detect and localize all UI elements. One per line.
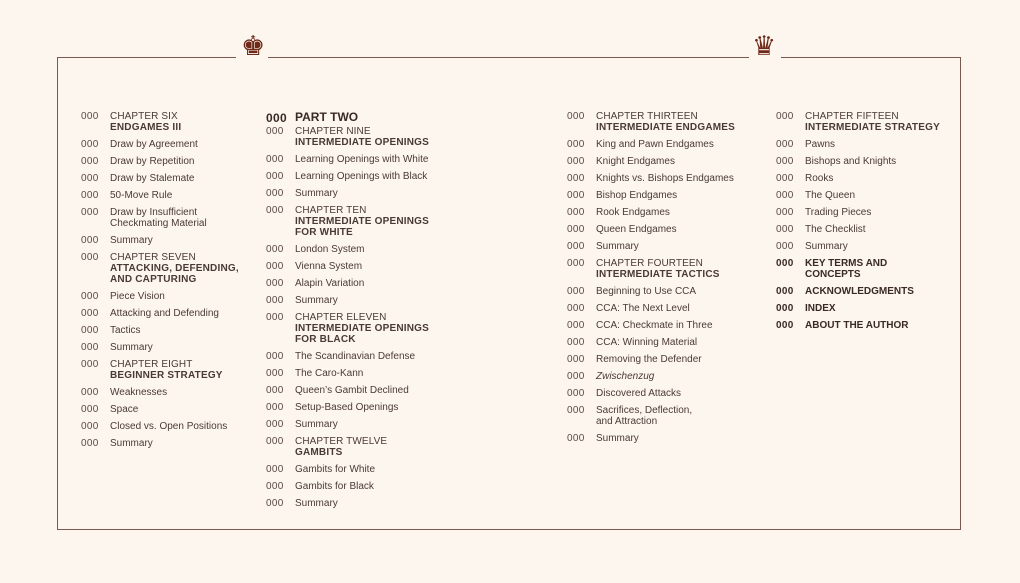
toc-entry	[81, 139, 261, 156]
toc-entry	[266, 154, 486, 171]
part-title: PART TWO	[295, 110, 359, 124]
entry-title: Pawns	[805, 139, 836, 150]
page-number: 000	[776, 173, 794, 184]
toc-entry	[266, 278, 486, 295]
entry-title: Zwischenzug	[596, 371, 655, 382]
entry-title: Alapin Variation	[295, 278, 365, 289]
entry-title: CCA: The Next Level	[596, 303, 690, 314]
page-number: 000	[567, 286, 585, 297]
entry-title: Discovered Attacks	[596, 388, 682, 399]
toc-entry	[567, 286, 767, 303]
page-number: 000	[266, 126, 284, 137]
entry-title: Knights vs. Bishops Endgames	[596, 173, 734, 184]
page-number: 000	[81, 235, 99, 246]
entry-title: The Caro-Kann	[295, 368, 364, 379]
entry-title: Weaknesses	[110, 387, 168, 398]
page-number: 000	[266, 312, 284, 323]
toc-entry	[567, 303, 767, 320]
page-number: 000	[266, 171, 284, 182]
entry-title: Rooks	[805, 173, 834, 184]
entry-title: Bishops and Knights	[805, 156, 897, 167]
entry-title: ABOUT THE AUTHOR	[805, 320, 909, 331]
entry-title: Queen Endgames	[596, 224, 677, 235]
page-number: 000	[776, 241, 794, 252]
page-number: 000	[81, 359, 99, 370]
page-number: 000	[81, 173, 99, 184]
toc-entry	[567, 354, 767, 371]
page-number: 000	[567, 337, 585, 348]
toc-entry	[567, 139, 767, 156]
entry-title: Sacrifices, Deflection,	[596, 405, 693, 416]
page-number: 000	[266, 498, 284, 509]
page-number: 000	[567, 241, 585, 252]
page-number: 000	[266, 351, 284, 362]
entry-title: Bishop Endgames	[596, 190, 678, 201]
toc-entry	[81, 173, 261, 190]
toc-entry	[266, 481, 486, 498]
entry-title: CONCEPTS	[805, 269, 861, 280]
page-number: 000	[266, 436, 284, 447]
toc-entry	[266, 188, 486, 205]
chapter-title: INTERMEDIATE OPENINGS	[295, 323, 430, 334]
entry-title: Setup-Based Openings	[295, 402, 399, 413]
entry-title: London System	[295, 244, 365, 255]
entry-title: The Checklist	[805, 224, 866, 235]
toc-entry	[266, 419, 486, 436]
chapter-title: INTERMEDIATE OPENINGS	[295, 137, 430, 148]
entry-title: Draw by Insufficient	[110, 207, 198, 218]
page-number: 000	[81, 438, 99, 449]
toc-entry	[567, 156, 767, 173]
toc-column-3	[567, 111, 767, 450]
page-number: 000	[567, 320, 585, 331]
entry-title: Gambits for Black	[295, 481, 374, 492]
toc-entry	[567, 190, 767, 207]
toc-entry	[266, 351, 486, 368]
toc-entry	[266, 244, 486, 261]
toc-entry	[567, 207, 767, 224]
entry-title: Piece Vision	[110, 291, 165, 302]
page-number: 000	[776, 224, 794, 235]
toc-entry	[776, 258, 956, 286]
toc-chapter-entry	[81, 359, 261, 387]
toc-column-2	[266, 111, 486, 515]
queen-icon: ♛	[752, 31, 777, 62]
entry-title: Beginning to Use CCA	[596, 286, 697, 297]
page-number: 000	[567, 156, 585, 167]
toc-entry	[776, 207, 956, 224]
entry-title: The Queen	[805, 190, 856, 201]
toc-entry	[567, 173, 767, 190]
toc-entry	[81, 404, 261, 421]
entry-title: Trading Pieces	[805, 207, 872, 218]
entry-title: Summary	[295, 498, 338, 509]
toc-entry	[567, 337, 767, 354]
entry-title: Summary	[295, 419, 338, 430]
toc-part-entry	[266, 111, 486, 126]
toc-entry	[776, 286, 956, 303]
page-number: 000	[567, 224, 585, 235]
chapter-label: CHAPTER NINE	[295, 126, 371, 137]
entry-title: INDEX	[805, 303, 836, 314]
page-number: 000	[81, 404, 99, 415]
entry-title: Summary	[596, 433, 639, 444]
page-number: 000	[81, 342, 99, 353]
entry-title: CCA: Winning Material	[596, 337, 698, 348]
page-number: 000	[776, 258, 794, 269]
toc-entry	[266, 498, 486, 515]
page-number: 000	[776, 156, 794, 167]
entry-title: The Scandinavian Defense	[295, 351, 416, 362]
page-number: 000	[81, 252, 99, 263]
chapter-label: CHAPTER SEVEN	[110, 252, 196, 263]
toc-entry	[776, 139, 956, 156]
entry-title: CCA: Checkmate in Three	[596, 320, 713, 331]
toc-entry	[266, 261, 486, 278]
toc-entry	[81, 308, 261, 325]
chapter-title: INTERMEDIATE ENDGAMES	[596, 122, 736, 133]
toc-chapter-entry	[81, 252, 261, 291]
toc-entry	[81, 190, 261, 207]
toc-chapter-entry	[567, 258, 767, 286]
chapter-title: BEGINNER STRATEGY	[110, 370, 223, 381]
chapter-label: CHAPTER TEN	[295, 205, 367, 216]
page-number: 000	[567, 111, 585, 122]
page-number: 000	[266, 295, 284, 306]
toc-entry	[776, 190, 956, 207]
page-number: 000	[81, 190, 99, 201]
entry-title: Vienna System	[295, 261, 363, 272]
chapter-label: CHAPTER THIRTEEN	[596, 111, 698, 122]
toc-entry	[567, 320, 767, 337]
toc-entry	[776, 241, 956, 258]
toc-chapter-entry	[266, 312, 486, 351]
entry-title: Draw by Agreement	[110, 139, 198, 150]
toc-entry	[266, 171, 486, 188]
entry-title: Summary	[110, 438, 153, 449]
page-number: 000	[567, 207, 585, 218]
toc-entry	[266, 295, 486, 312]
toc-column-4	[776, 111, 956, 337]
toc-entry	[776, 173, 956, 190]
chapter-title: INTERMEDIATE STRATEGY	[805, 122, 940, 133]
toc-entry	[266, 464, 486, 481]
page-number: 000	[776, 320, 794, 331]
entry-title: Summary	[110, 342, 153, 353]
toc-entry	[776, 320, 956, 337]
entry-title: Summary	[596, 241, 639, 252]
page-number: 000	[567, 173, 585, 184]
toc-chapter-entry	[266, 126, 486, 154]
entry-title: Summary	[295, 188, 338, 199]
toc-entry	[266, 368, 486, 385]
page-number: 000	[567, 371, 585, 382]
page-number: 000	[266, 188, 284, 199]
toc-chapter-entry	[567, 111, 767, 139]
page-number: 000	[266, 419, 284, 430]
page-number: 000	[567, 388, 585, 399]
page-number: 000	[776, 139, 794, 150]
chapter-title: AND CAPTURING	[110, 274, 197, 285]
chapter-label: CHAPTER FIFTEEN	[805, 111, 899, 122]
page-number: 000	[81, 325, 99, 336]
entry-title: Knight Endgames	[596, 156, 675, 167]
toc-entry	[266, 385, 486, 402]
chapter-label: CHAPTER TWELVE	[295, 436, 388, 447]
page-number: 000	[81, 308, 99, 319]
entry-title: KEY TERMS AND	[805, 258, 888, 269]
entry-title: King and Pawn Endgames	[596, 139, 714, 150]
page-number: 000	[81, 291, 99, 302]
page-number: 000	[776, 111, 794, 122]
toc-entry	[81, 421, 261, 438]
page-number: 000	[567, 405, 585, 416]
page-number: 000	[266, 205, 284, 216]
page-number: 000	[776, 286, 794, 297]
king-icon: ♚	[241, 31, 266, 62]
toc-entry	[567, 224, 767, 241]
chapter-title: GAMBITS	[295, 447, 343, 458]
page-number: 000	[81, 139, 99, 150]
chapter-title: FOR WHITE	[295, 227, 353, 238]
entry-title: Gambits for White	[295, 464, 376, 475]
chapter-title: ATTACKING, DEFENDING,	[110, 263, 239, 274]
toc-entry	[81, 235, 261, 252]
entry-title: Draw by Repetition	[110, 156, 195, 167]
toc-entry	[81, 387, 261, 404]
entry-title: Closed vs. Open Positions	[110, 421, 228, 432]
toc-chapter-entry	[81, 111, 261, 139]
toc-entry	[567, 241, 767, 258]
page-number: 000	[567, 433, 585, 444]
page-number: 000	[81, 387, 99, 398]
page-number: 000	[266, 111, 287, 125]
entry-title: Checkmating Material	[110, 218, 207, 229]
page-number: 000	[266, 481, 284, 492]
page-number: 000	[266, 278, 284, 289]
toc-chapter-entry	[266, 205, 486, 244]
page-number: 000	[776, 207, 794, 218]
page-number: 000	[81, 156, 99, 167]
entry-title: Summary	[110, 235, 153, 246]
toc-chapter-entry	[776, 111, 956, 139]
page-number: 000	[266, 261, 284, 272]
chapter-title: FOR BLACK	[295, 334, 356, 345]
page-number: 000	[266, 402, 284, 413]
entry-title: Space	[110, 404, 139, 415]
page-number: 000	[81, 111, 99, 122]
entry-title: 50-Move Rule	[110, 190, 173, 201]
chapter-label: CHAPTER SIX	[110, 111, 178, 122]
entry-title: ACKNOWLEDGMENTS	[805, 286, 914, 297]
page-number: 000	[567, 258, 585, 269]
entry-title: Tactics	[110, 325, 141, 336]
toc-entry	[567, 433, 767, 450]
entry-title: Draw by Stalemate	[110, 173, 195, 184]
page-number: 000	[776, 190, 794, 201]
entry-title: Removing the Defender	[596, 354, 702, 365]
toc-entry	[567, 371, 767, 388]
chapter-title: INTERMEDIATE OPENINGS	[295, 216, 430, 227]
toc-entry	[567, 405, 767, 433]
toc-entry	[776, 156, 956, 173]
toc-entry	[776, 303, 956, 320]
page-number: 000	[567, 190, 585, 201]
entry-title: and Attraction	[596, 416, 658, 427]
toc-entry	[776, 224, 956, 241]
chapter-label: CHAPTER ELEVEN	[295, 312, 387, 323]
page-number: 000	[266, 244, 284, 255]
page-number: 000	[81, 207, 99, 218]
page-number: 000	[81, 421, 99, 432]
page-number: 000	[567, 303, 585, 314]
toc-chapter-entry	[266, 436, 486, 464]
toc-column-1	[81, 111, 261, 455]
toc-entry	[81, 156, 261, 173]
entry-title: Summary	[805, 241, 848, 252]
page-number: 000	[567, 354, 585, 365]
toc-entry	[81, 342, 261, 359]
page-number: 000	[776, 303, 794, 314]
toc-entry	[81, 325, 261, 342]
chapter-title: ENDGAMES III	[110, 122, 182, 133]
page-number: 000	[266, 464, 284, 475]
page-number: 000	[266, 154, 284, 165]
page-number: 000	[266, 368, 284, 379]
entry-title: Learning Openings with Black	[295, 171, 428, 182]
chapter-title: INTERMEDIATE TACTICS	[596, 269, 720, 280]
entry-title: Attacking and Defending	[110, 308, 219, 319]
page-number: 000	[266, 385, 284, 396]
toc-entry	[81, 291, 261, 308]
toc-entry	[567, 388, 767, 405]
toc-entry	[266, 402, 486, 419]
toc-entry	[81, 207, 261, 235]
entry-title: Rook Endgames	[596, 207, 670, 218]
entry-title: Learning Openings with White	[295, 154, 429, 165]
page-number: 000	[567, 139, 585, 150]
entry-title: Summary	[295, 295, 338, 306]
toc-entry	[81, 438, 261, 455]
chapter-label: CHAPTER FOURTEEN	[596, 258, 703, 269]
entry-title: Queen’s Gambit Declined	[295, 385, 409, 396]
chapter-label: CHAPTER EIGHT	[110, 359, 193, 370]
